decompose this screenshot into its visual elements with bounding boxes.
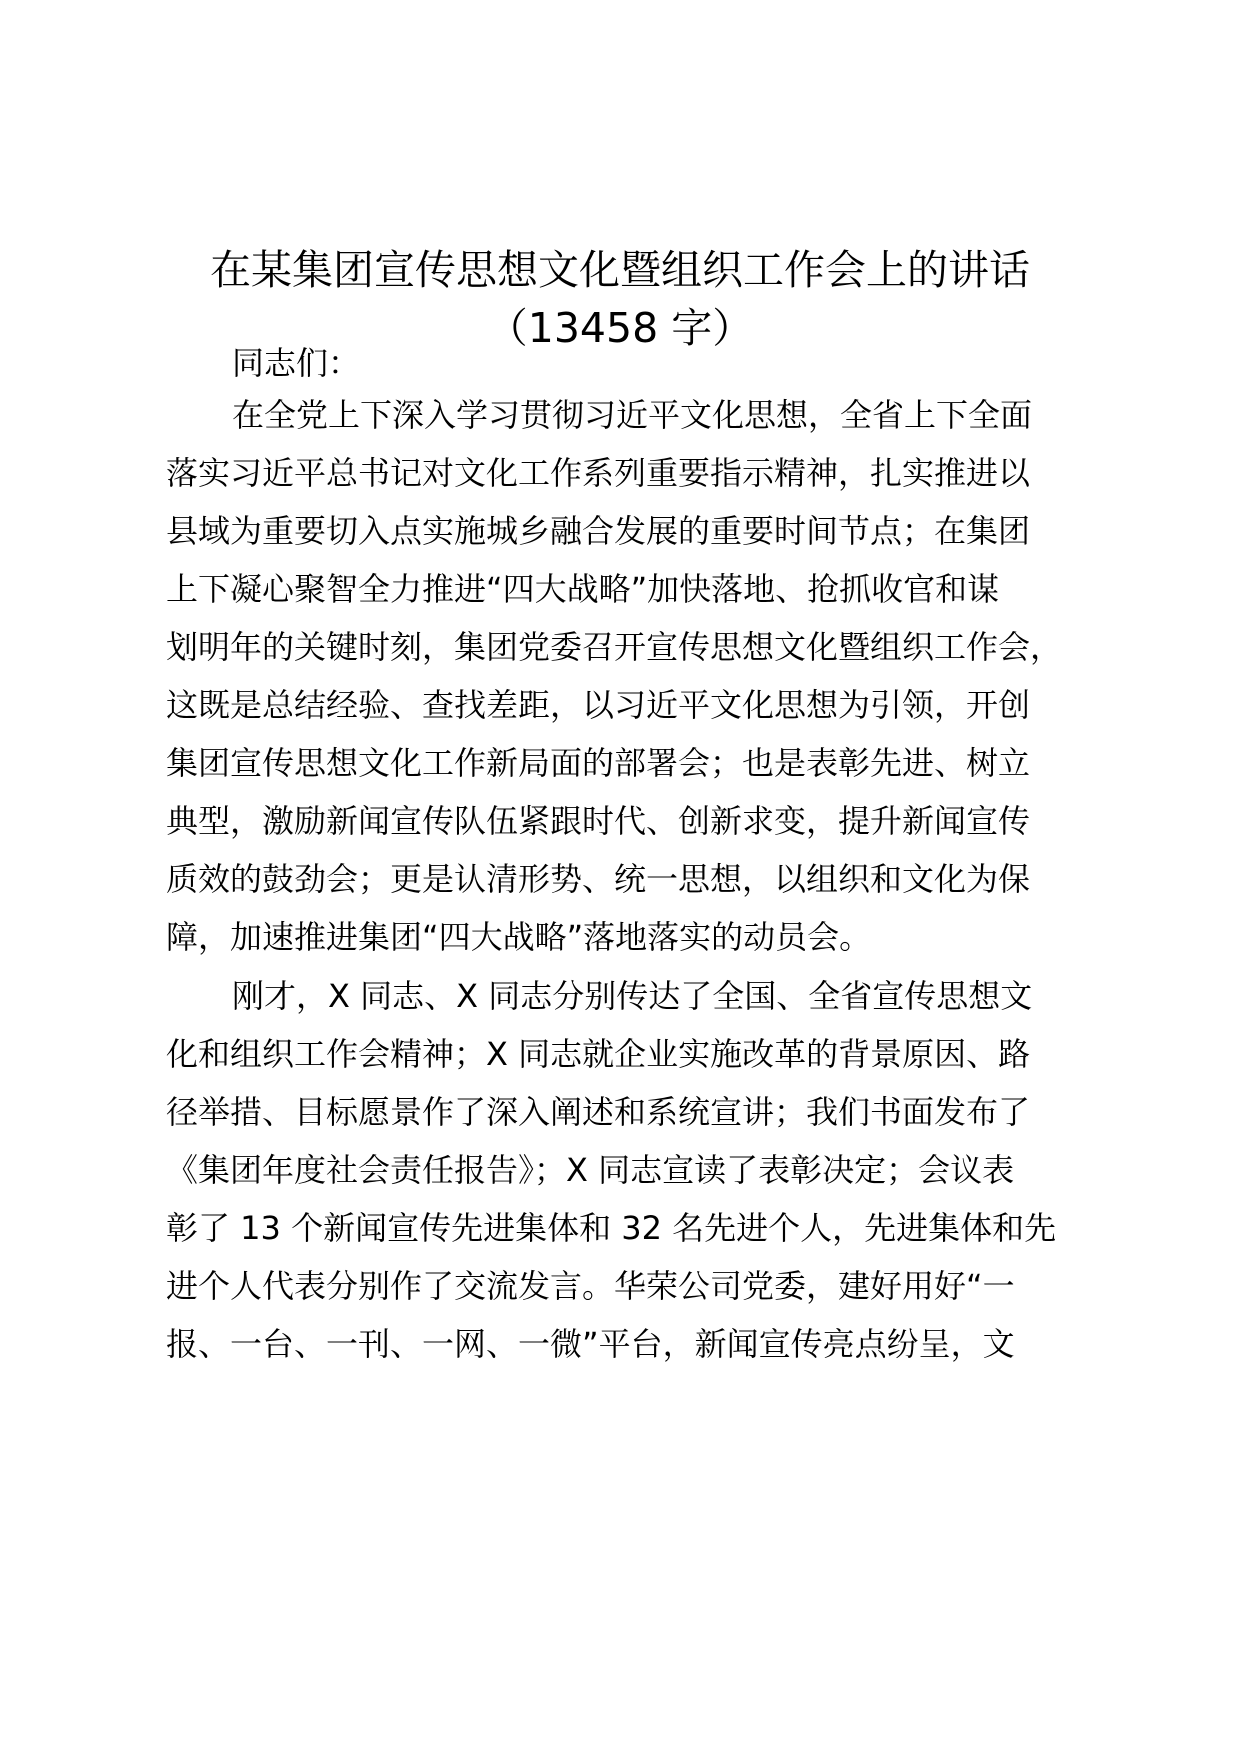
paragraph-line: 径举措、目标愿景作了深入阐述和系统宣讲；我们书面发布了 [166, 1093, 1031, 1131]
paragraph-line: 化和组织工作会精神；X 同志就企业实施改革的背景原因、路 [166, 1035, 1031, 1073]
document-title: 在某集团宣传思想文化暨组织工作会上的讲话 [210, 246, 1030, 294]
paragraph-line: 彰了 13 个新闻宣传先进集体和 32 名先进个人，先进集体和先 [166, 1209, 1057, 1247]
paragraph-line: 上下凝心聚智全力推进“四大战略”加快落地、抢抓收官和谋 [166, 570, 1000, 608]
paragraph-line: 集团宣传思想文化工作新局面的部署会；也是表彰先进、树立 [166, 744, 1031, 782]
paragraph-line: 在全党上下深入学习贯彻习近平文化思想，全省上下全面 [232, 396, 1033, 434]
paragraph-line: 这既是总结经验、查找差距，以习近平文化思想为引领，开创 [166, 686, 1031, 724]
paragraph-line: 划明年的关键时刻，集团党委召开宣传思想文化暨组织工作会， [166, 628, 1063, 666]
paragraph-line: 质效的鼓劲会；更是认清形势、统一思想，以组织和文化为保 [166, 860, 1031, 898]
paragraph-line: 刚才，X 同志、X 同志分别传达了全国、全省宣传思想文 [232, 977, 1033, 1015]
paragraph-line: 典型，激励新闻宣传队伍紧跟时代、创新求变，提升新闻宣传 [166, 802, 1031, 840]
document-title-wordcount: （13458 字） [486, 304, 754, 352]
paragraph-line: 落实习近平总书记对文化工作系列重要指示精神，扎实推进以 [166, 454, 1031, 492]
paragraph-line: 进个人代表分别作了交流发言。华荣公司党委，建好用好“一 [166, 1267, 1015, 1305]
paragraph-line: 报、一台、一刊、一网、一微”平台，新闻宣传亮点纷呈，文 [166, 1325, 1015, 1363]
paragraph-line: 《集团年度社会责任报告》；X 同志宣读了表彰决定；会议表 [166, 1151, 1015, 1189]
paragraph-line: 县域为重要切入点实施城乡融合发展的重要时间节点；在集团 [166, 512, 1031, 550]
paragraph-line: 障，加速推进集团“四大战略”落地落实的动员会。 [166, 918, 872, 956]
salutation: 同志们： [232, 344, 361, 382]
